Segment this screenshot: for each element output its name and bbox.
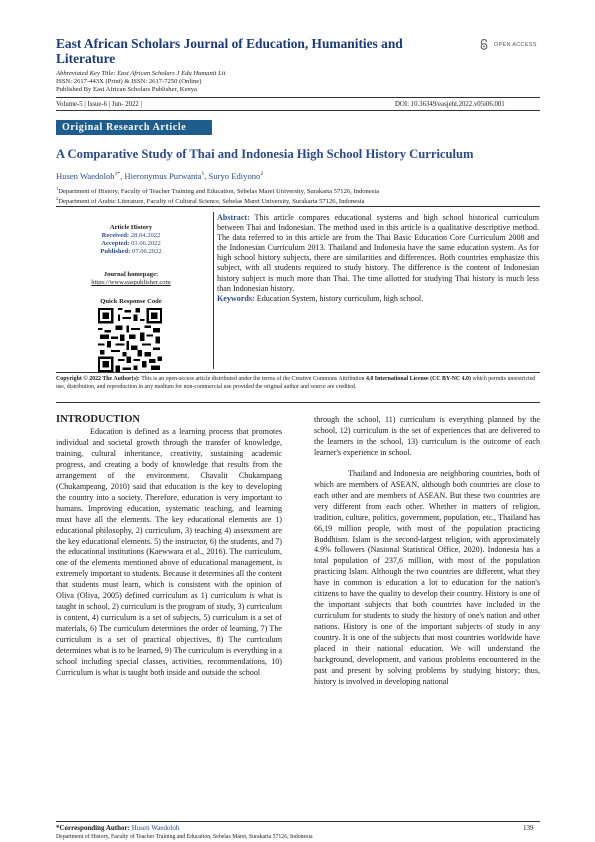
qr-label: Quick Response Code bbox=[100, 298, 162, 305]
header-rule-2 bbox=[56, 110, 540, 111]
abstract-text: This article compares educational systems and high school historical curriculum between Thai and Indonesian. The method used in this article is a qualitative descriptive method. The data referred to in this article are from the Thai Basic Education Core Curriculum 2008 and the Indonesian Curriculum 2013. Thailand and Indonesia have the same education system. As for high school history subjects, there are similarities and differences. Both countries emphasize this subject, with all students required to study history. The difference is the content of Indonesian history subject is much more than Thai. The time allotted for studying Thai history is much less than Indonesian history. bbox=[217, 213, 539, 293]
author-list bbox=[56, 171, 263, 181]
body-rule bbox=[56, 402, 540, 403]
received-date: 28.04.2022 bbox=[130, 232, 161, 239]
doi: DOI: 10.36349/easjehl.2022.v05i06.001 bbox=[395, 101, 505, 108]
author-sup: 1* bbox=[114, 171, 121, 178]
footer-rule bbox=[56, 821, 540, 822]
section-heading: INTRODUCTION bbox=[56, 414, 141, 425]
journal-homepage bbox=[56, 271, 206, 287]
author-sep: , bbox=[204, 171, 207, 181]
corresponding-name: Husen Waedoloh bbox=[129, 824, 180, 832]
affiliation-text: Department of Arabic Literature, Faculty of Cultural Science, Sebelas Maret University, Surakarta 57126, Indonesia bbox=[58, 198, 365, 206]
panel-divider bbox=[213, 212, 214, 369]
body-paragraph: Education is defined as a learning process that promotes individual and societal growth through the transfer of knowledge, training, cultural inheritance, creativity, sustaining academic progress, and creating a body of knowledge that results from the arrangement of the environment. Chavalit Chukampang (Chukampeang, 2010) said that education is the key to developing the country into a society. Therefore, education is very important to humans. Improving education, systematic teaching, and learning must have all the elements. The key educational elements are 1) educational philosophy, 2) curriculum, 3) teaching 4) assessment are the key educational elements. 5) the instructor, 6) the students, and 7) the educational institutions (Kaewwara et al., 2016). The curriculum, one of the elements mentioned above of educational management, is extremely important to students. Because it determines all the content that students must learn, which is consistent with the opinion of Oliva (Oliva, 2005) defined curriculum as 1) curriculum is what is taught in school, 2) curriculum is the program of study, 3) curriculum is content, 4) curriculum is a set of subjects, 5) curriculum is a set of materials, 6) The curriculum determines the order of learning, 7) The curriculum is a set of practical objectives, 8) The curriculum determines what is to be learned, 9) The curriculum is everything in a school including special classes, activities, recommendations, 10) Curriculum is what is taught both inside and outside the school bbox=[56, 427, 282, 677]
abstract bbox=[217, 213, 539, 304]
keywords-label: Keywords: bbox=[217, 293, 255, 303]
article-type-label: Original Research Article bbox=[62, 122, 187, 133]
affiliation-2 bbox=[56, 195, 365, 206]
header-rule bbox=[56, 97, 540, 98]
received-label: Received: bbox=[101, 232, 130, 239]
journal-publisher: Published By East African Scholars Publisher, Kenya bbox=[56, 86, 197, 93]
copyright-rule bbox=[56, 372, 540, 373]
corresponding-author bbox=[56, 824, 179, 832]
abstract-label: Abstract: bbox=[217, 213, 250, 222]
author-name[interactable]: Suryo Ediyono bbox=[208, 171, 261, 181]
body-paragraph: through the school, 11) curriculum is everything planned by the school, 12) curriculum is the set of experiences that are delivered to the learners in the school, 13) curriculum is the outcome of each learner's experience in school. bbox=[314, 415, 540, 457]
body-paragraph: Thailand and Indonesia are neighboring countries, both of which are members of ASEAN, although both countries are close to each other and are members of ASEAN. But these two countries are very different from each other. Whether in matters of religion, tradition, culture, politics, government, population, etc., Thailand has 66,19 million people, with most of the population practicing Buddhism. Islam is the second-largest religion, with approximately 4.9% followers (Nasional Statistical Office, 2020). Indonesia has a total population of 237,6 million, with most of the population practicing Islam. Although the two countries are different, what they have in common is education a lot to education for the nation's citizens to have the quality to develop their country. History is one of the important subjects that both countries have included in the curriculum for students to study the history of one's nation and other nations. History is one of the important subjects of study in any country. It is one of the subjects that most countries worldwide have placed in their national education. We will understand the background, development, and various problems encountered in the past and present by solving problems by studying history; thus, history is involved in developing national bbox=[314, 468, 540, 686]
journal-issn: ISSN: 2617-443X (Print) & ISSN: 2617-7250 (Online) bbox=[56, 78, 202, 85]
copyright-notice bbox=[56, 376, 540, 391]
qr-code-icon[interactable] bbox=[98, 308, 162, 372]
journal-title: East African Scholars Journal of Education, Humanities and Literature bbox=[56, 36, 403, 66]
affiliation-sup: 2 bbox=[56, 196, 59, 201]
open-access-lock-icon bbox=[480, 39, 488, 50]
page-number: 139 bbox=[523, 824, 534, 832]
author-sup: 2 bbox=[260, 171, 264, 178]
homepage-link[interactable]: https://www.easpublisher.com bbox=[91, 279, 171, 286]
journal-abbrev: Abbreviated Key Title: East African Scholars J Edu Humanit Lit bbox=[56, 70, 226, 77]
copyright-lead: Copyright © 2022 The Author(s): bbox=[56, 376, 140, 382]
affiliation-sup: 1 bbox=[56, 186, 59, 191]
author-sep: , bbox=[120, 171, 123, 181]
author-sup: 1 bbox=[201, 171, 205, 178]
affiliation-text: Department of History, Faculty of Teacher Training and Education, Sebelas Maret University, Surakarta 57126, Indonesia bbox=[58, 188, 380, 196]
body-column-left bbox=[56, 427, 282, 679]
published-label: Published: bbox=[100, 248, 131, 255]
copyright-text-2: which permits unrestricted use, distribution, and reproduction in any medium for non-commercial use provided the original author and source are credited. bbox=[56, 376, 536, 390]
published-date: 07.06.2022 bbox=[132, 248, 162, 255]
keywords-text: Education System, history curriculum, high school. bbox=[256, 293, 424, 303]
paper-title: A Comparative Study of Thai and Indonesia High School History Curriculum bbox=[56, 147, 474, 161]
corresponding-department: Department of History, Faculty of Teacher Training and Education, Sebelas Maret, Surakarta 57126, Indonesia bbox=[56, 834, 313, 840]
accepted-label: Accepted: bbox=[101, 240, 130, 247]
open-access-label: OPEN ACCESS bbox=[494, 42, 537, 48]
accepted-date: 03.06.2022 bbox=[131, 240, 161, 247]
volume-issue: Volume-5 | Issue-6 | Jun- 2022 | bbox=[56, 101, 142, 108]
article-history bbox=[56, 224, 206, 256]
author-name[interactable]: Husen Waedoloh bbox=[56, 171, 115, 181]
article-type-banner bbox=[56, 120, 212, 135]
license-name[interactable]: 4.0 International License (CC BY-NC 4.0) bbox=[365, 376, 471, 382]
corresponding-label: *Corresponding Author: bbox=[56, 824, 130, 832]
body-column-right bbox=[314, 415, 540, 688]
copyright-text: This is an open-access article distributed under the terms of the Creative Commons Attribution bbox=[139, 376, 366, 382]
affiliation-rule bbox=[56, 206, 540, 207]
article-history-heading: Article History bbox=[109, 224, 153, 231]
homepage-label: Journal homepage: bbox=[103, 271, 159, 278]
author-name[interactable]: Hieronymus Purwanta bbox=[124, 171, 202, 181]
